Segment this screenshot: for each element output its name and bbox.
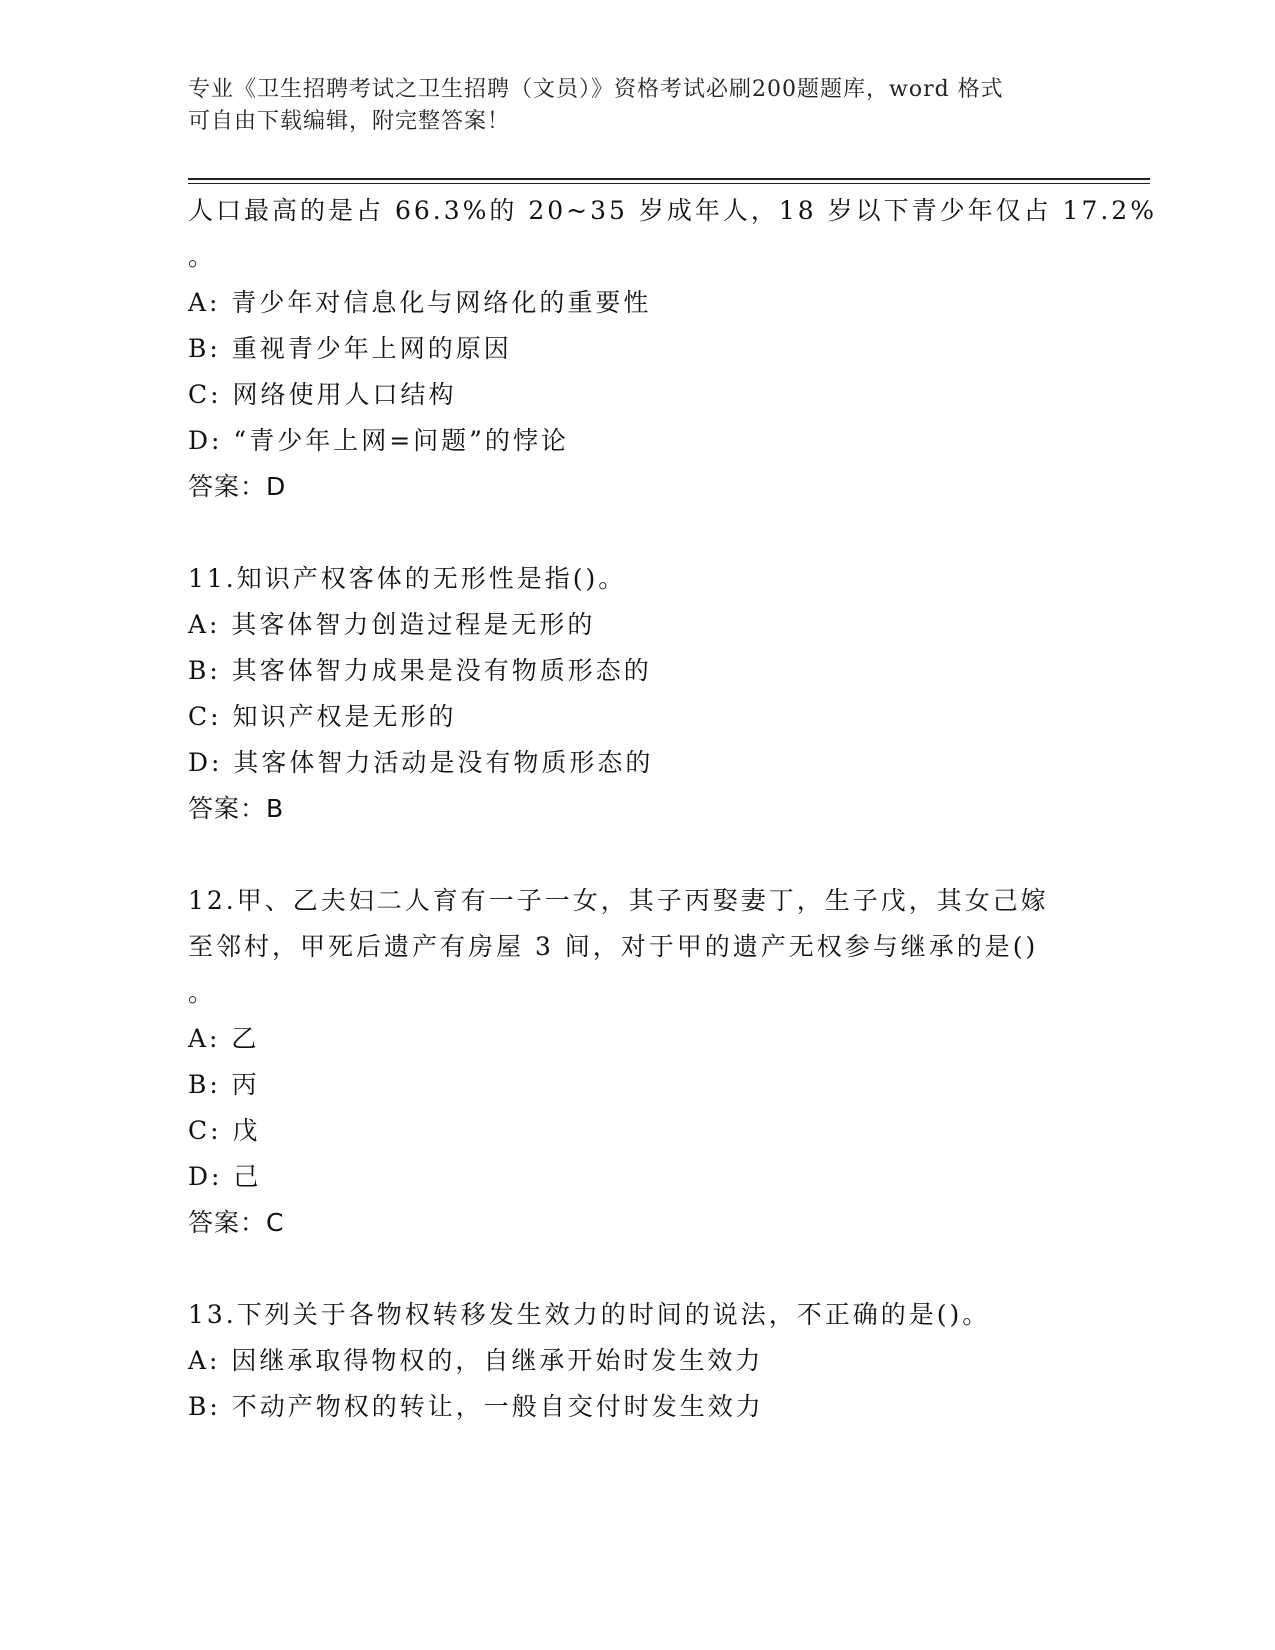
document-header [188,74,1088,138]
question-11 [188,556,1088,832]
answer: 答案：B [188,794,285,823]
question-text: 。 [188,242,217,271]
option-c: C: 网络使用人口结构 [188,380,457,409]
option-d: D: 己 [188,1162,262,1191]
option-c: C: 戊 [188,1116,261,1145]
option-d: D: “青少年上网=问题”的悖论 [188,426,569,455]
spacer [188,510,1088,556]
question-12 [188,878,1088,1246]
option-b: B: 不动产物权的转让，一般自交付时发生效力 [188,1392,764,1421]
question-stem: 11.知识产权客体的无形性是指()。 [188,564,627,593]
header-title-line-1: 专业《卫生招聘考试之卫生招聘（文员）》资格考试必刷200题题库，word 格式 [188,77,1004,102]
question-stem: 至邻村，甲死后遗产有房屋 3 间，对于甲的遗产无权参与继承的是() [188,932,1039,961]
option-a: A: 乙 [188,1024,260,1053]
option-b: B: 重视青少年上网的原因 [188,334,512,363]
question-10 [188,188,1157,510]
spacer [188,1246,1088,1292]
option-a: A: 其客体智力创造过程是无形的 [188,610,596,639]
header-title-line-2: 可自由下载编辑，附完整答案！ [188,109,511,134]
question-stem: 12.甲、乙夫妇二人育有一子一女，其子丙娶妻丁，生子戊，其女己嫁 [188,886,1049,915]
option-b: B: 其客体智力成果是没有物质形态的 [188,656,652,685]
question-stem: 。 [188,978,217,1007]
option-a: A: 青少年对信息化与网络化的重要性 [188,288,652,317]
answer: 答案：C [188,1208,285,1237]
option-a: A: 因继承取得物权的，自继承开始时发生效力 [188,1346,764,1375]
question-stem: 13.下列关于各物权转移发生效力的时间的说法，不正确的是()。 [188,1300,991,1329]
question-list [188,188,1157,1430]
header-divider-thick [188,178,1150,180]
question-13 [188,1292,1088,1430]
option-b: B: 丙 [188,1070,260,1099]
answer: 答案：D [188,472,287,501]
header-divider-thin [188,183,1150,184]
question-text: 人口最高的是占 66.3%的 20~35 岁成年人，18 岁以下青少年仅占 17.2% [188,196,1157,225]
spacer [188,832,1088,878]
option-c: C: 知识产权是无形的 [188,702,457,731]
option-d: D: 其客体智力活动是没有物质形态的 [188,748,654,777]
